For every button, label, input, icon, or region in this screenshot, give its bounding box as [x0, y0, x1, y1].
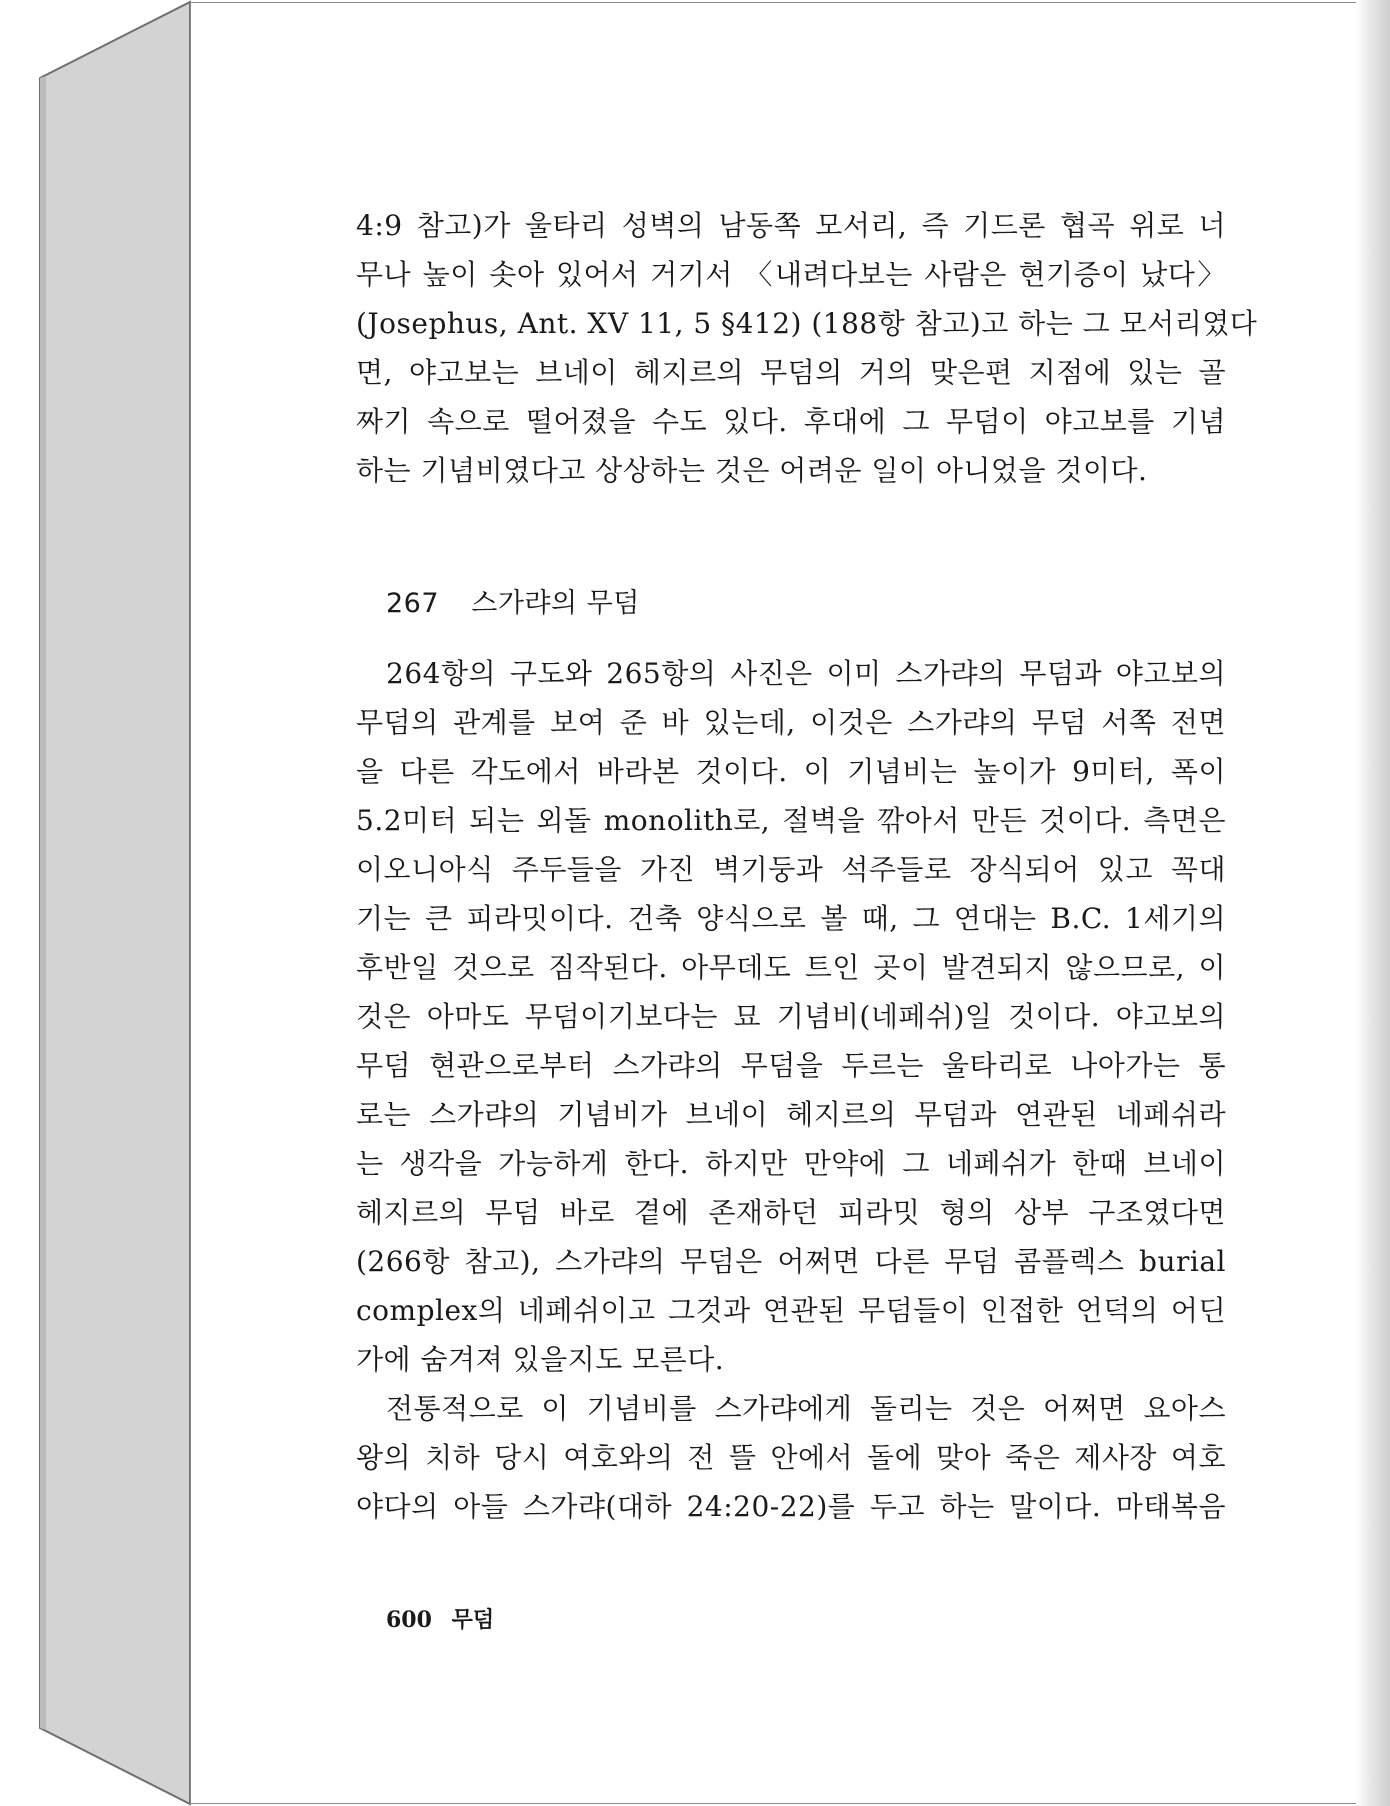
paragraph-main-text: [356, 649, 1226, 1384]
book-page: [190, 2, 1356, 1804]
text-line: 을 다른 각도에서 바라본 것이다. 이 기념비는 높이가 9미터, 폭이: [356, 755, 1226, 788]
paragraph-last-text: [356, 1384, 1226, 1531]
section-title: 스가랴의 무덤: [471, 588, 640, 619]
text-line: (266항 참고), 스가랴의 무덤은 어쩌면 다른 무덤 콤플렉스 burial: [356, 1245, 1226, 1278]
text-line: 하는 기념비였다고 상상하는 것은 어려운 일이 아니었을 것이다.: [356, 454, 1148, 487]
page-edge-shadow: [1356, 0, 1390, 1806]
section-number: 267: [386, 588, 440, 619]
text-line: 왕의 치하 당시 여호와의 전 뜰 안에서 돌에 맞아 죽은 제사장 여호: [356, 1441, 1226, 1474]
text-line: 이오니아식 주두들을 가진 벽기둥과 석주들로 장식되어 있고 꼭대: [356, 853, 1226, 886]
text-line: 것은 아마도 무덤이기보다는 묘 기념비(네페쉬)일 것이다. 야고보의: [356, 1000, 1226, 1033]
text-line: 5.2미터 되는 외돌 monolith로, 절벽을 깎아서 만든 것이다. 측면은: [356, 804, 1226, 837]
paragraph-main: [356, 649, 1226, 1384]
paragraph-last: [356, 1384, 1226, 1531]
text-line: 면, 야고보는 브네이 헤지르의 무덤의 거의 맞은편 지점에 있는 골: [356, 356, 1226, 389]
text-line: 전통적으로 이 기념비를 스가랴에게 돌리는 것은 어쩌면 요아스: [386, 1392, 1226, 1425]
running-title: 무덤: [451, 1607, 495, 1633]
text-line: 4:9 참고)가 울타리 성벽의 남동쪽 모서리, 즉 기드론 협곡 위로 너: [356, 209, 1226, 242]
page-footer: [386, 1603, 506, 1634]
text-line: 기는 큰 피라밋이다. 건축 양식으로 볼 때, 그 연대는 B.C. 1세기의: [356, 902, 1226, 935]
text-line: 무나 높이 솟아 있어서 거기서 〈내려다보는 사람은 현기증이 났다〉: [356, 258, 1226, 291]
text-line: 로는 스가랴의 기념비가 브네이 헤지르의 무덤과 연관된 네페쉬라: [356, 1098, 1226, 1131]
text-line: 가에 숨겨져 있을지도 모른다.: [356, 1343, 725, 1376]
text-line: 헤지르의 무덤 바로 곁에 존재하던 피라밋 형의 상부 구조였다면: [356, 1196, 1226, 1229]
text-line: 무덤 현관으로부터 스가랴의 무덤을 두르는 울타리로 나아가는 통: [356, 1049, 1226, 1082]
section-heading: [386, 581, 1256, 620]
text-line: complex의 네페쉬이고 그것과 연관된 무덤들이 인접한 언덕의 어딘: [356, 1294, 1226, 1327]
text-line: 짜기 속으로 떨어졌을 수도 있다. 후대에 그 무덤이 야고보를 기념: [356, 405, 1226, 438]
text-line: (Josephus, Ant. XV 11, 5 §412) (188항 참고)고 하는 그 모서리였다: [356, 307, 1258, 340]
text-line: 는 생각을 가능하게 한다. 하지만 만약에 그 네페쉬가 한때 브네이: [356, 1147, 1226, 1180]
text-line: 야다의 아들 스가랴(대하 24:20-22)를 두고 하는 말이다. 마태복음: [356, 1490, 1226, 1523]
paragraph-continued: [356, 201, 1258, 495]
text-line: 264항의 구도와 265항의 사진은 이미 스가랴의 무덤과 야고보의: [386, 657, 1226, 690]
paragraph-continued-text: [356, 201, 1258, 495]
book-spine: [0, 0, 200, 1806]
page-number: 600: [386, 1607, 432, 1633]
text-line: 후반일 것으로 짐작된다. 아무데도 트인 곳이 발견되지 않으므로, 이: [356, 951, 1226, 984]
text-line: 무덤의 관계를 보여 준 바 있는데, 이것은 스가랴의 무덤 서쪽 전면: [356, 706, 1226, 739]
